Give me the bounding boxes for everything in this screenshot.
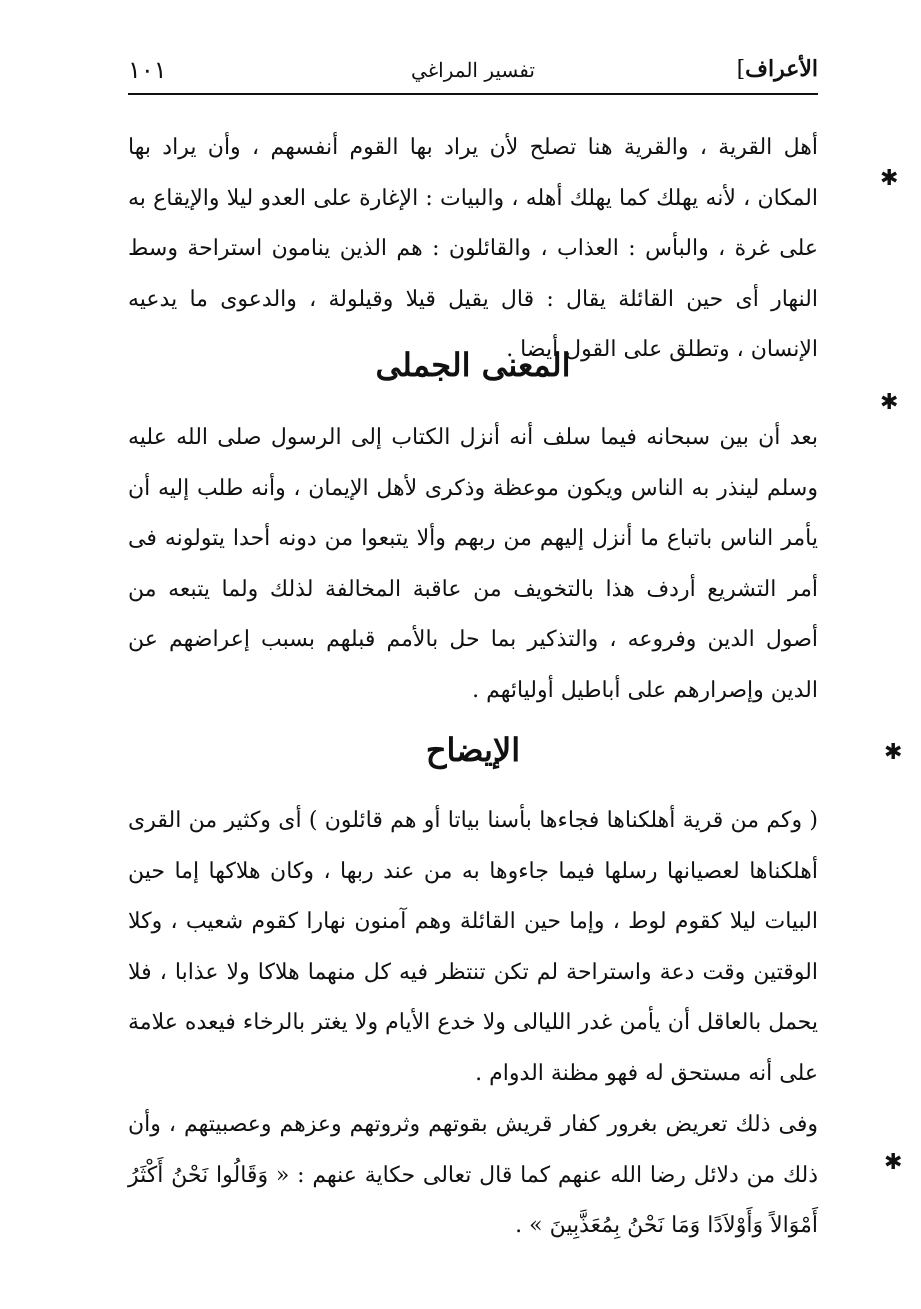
- margin-speck-icon: ✱: [880, 390, 899, 415]
- margin-speck-icon: ✱: [884, 740, 903, 765]
- header-bracket: ]: [736, 57, 746, 82]
- explanation-paragraph: ( وكم من قرية أهلكناها فجاءها بأسنا بياتا أو هم قائلون ) أى وكثير من القرى أهلكناها لعصيانها رسلها فيما جاءوها به من عند ربها ، وكان هلاكها إما حين البيات ليلا كقوم لوط ، وإما حين القائلة وهم آمنون نهارا كقوم شعيب ، وكلا الوقتين وقت دعة واستراحة لم تكن تنتظر فيه كل منهما هلاكا ولا عذابا ، فلا يحمل بالعاقل أن يأمن غدر الليالى ولا خدع الأيام ولا يغتر بالرخاء فيعده علامة على أنه مستحق له فهو مظنة الدوام .: [128, 808, 818, 1086]
- margin-speck-icon: ✱: [884, 1150, 903, 1175]
- quranic-quote-paragraph: وفى ذلك تعريض بغرور كفار قريش بقوتهم وثروتهم وعزهم وعصبيتهم ، وأن ذلك من دلائل رضا الله عنهم كما قال تعالى حكاية عنهم : « وَقَالُوا نَحْنُ أَكْثَرُ أَمْوَالاً وَأَوْلاَدًا وَمَا نَحْنُ بِمُعَذَّبِينَ » .: [128, 1112, 819, 1238]
- section-heading-general-meaning: المعنى الجملى: [375, 346, 571, 384]
- definitions-paragraph: أهل القرية ، والقرية هنا تصلح لأن يراد بها القوم أنفسهم ، وأن يراد بها المكان ، لأنه يهلك كما يهلك أهله ، والبيات : الإغارة على العدو ليلا والإيقاع به على غرة ، والبأس : العذاب ، والقائلون : هم الذين ينامون استراحة وسط النهار أى حين القائلة يقال : قال يقيل قيلا وقيلولة ، والدعوى ما يدعيه الإنسان ، وتطلق على القول أيضا .: [128, 135, 818, 362]
- general-meaning-paragraph: بعد أن بين سبحانه فيما سلف أنه أنزل الكتاب إلى الرسول صلى الله عليه وسلم لينذر به الناس ويكون موعظة وذكرى لأهل الإيمان ، وأنه طلب إليه أن يأمر الناس باتباع ما أنزل إليهم من ربهم وألا يتبعوا من دونه أحدا يتولونه فى أمر التشريع أردف هذا بالتخويف من عاقبة المخالفة لذلك ولما يتبعه من أصول الدين وفروعه ، والتذكير بما حل بالأمم قبلهم بسبب إعراضهم عن الدين وإصرارهم على أباطيل أوليائهم .: [128, 425, 819, 703]
- margin-speck-icon: ✱: [880, 166, 899, 191]
- header-rule: [128, 93, 818, 95]
- section-heading-explanation: الإيضاح: [425, 731, 521, 769]
- book-title: تفسير المراغي: [411, 58, 535, 82]
- chapter-name: الأعراف]: [736, 56, 818, 82]
- running-head: [128, 50, 818, 90]
- page-number: ١٠١: [128, 56, 167, 84]
